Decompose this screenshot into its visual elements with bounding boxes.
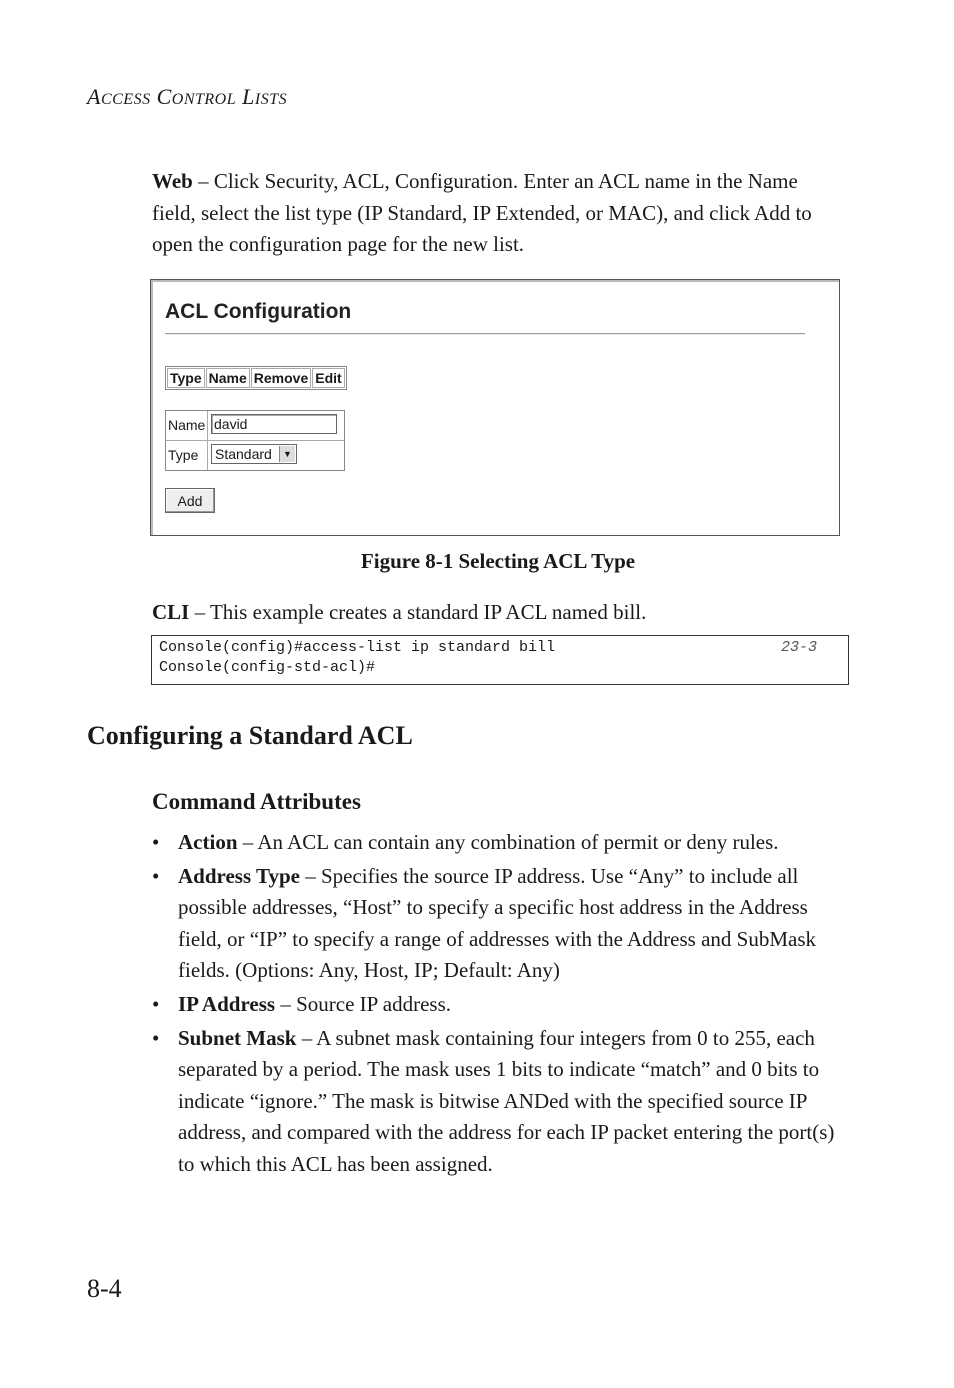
acl-list-table [165, 366, 347, 390]
cli-instructions [152, 597, 842, 629]
section-title: Configuring a Standard ACL [87, 721, 413, 750]
column-type: Type [167, 368, 205, 388]
list-item [152, 1023, 852, 1181]
code-line-2: Console(config-std-acl)# [159, 659, 376, 676]
code-reference: 23-3 [781, 639, 818, 656]
bullet-marker: • [152, 1025, 160, 1050]
acl-form [165, 410, 345, 471]
definition: – Source IP address. [275, 991, 452, 1016]
type-select[interactable] [211, 444, 297, 464]
term: Subnet Mask [178, 1025, 297, 1050]
type-row [166, 441, 344, 470]
bullet-marker: • [152, 991, 160, 1016]
definition: – An ACL can contain any combination of permit or deny rules. [237, 830, 779, 854]
web-instructions [152, 166, 842, 261]
column-edit: Edit [312, 368, 344, 388]
web-text: – Click Security, ACL, Configuration. Enter an ACL name in the Name field, select the list type (IP Standard, IP Extended, or MAC), and click Add to open the configuration page for the new list. [152, 169, 812, 256]
term: Action [178, 830, 238, 854]
figure-caption: Figure 8-1 Selecting ACL Type [360, 549, 636, 573]
bullet-marker: • [152, 830, 160, 854]
type-select-value: Standard [215, 446, 272, 462]
subsection-title: Command Attributes [152, 789, 361, 814]
column-remove: Remove [251, 368, 311, 388]
code-example [151, 635, 849, 685]
acl-configuration-screenshot [150, 279, 840, 536]
list-item [152, 827, 852, 859]
cli-label: CLI [152, 600, 190, 624]
code-line-1: Console(config)#access-list ip standard bill [159, 639, 556, 656]
add-button[interactable]: Add [165, 488, 215, 513]
figure-title: ACL Configuration [165, 300, 352, 323]
page-number: 8-4 [87, 1274, 122, 1303]
type-label: Type [168, 447, 199, 463]
web-label: Web [152, 169, 193, 193]
definition: – A subnet mask containing four integers from 0 to 255, each separated by a period. The mask uses 1 bits to indicate “match” and 0 bits to indicate “ignore.” The mask is bitwise ANDed with the specified source IP address, and compared with the address for each IP packet entering the port(s) to which this ACL has been assigned. [178, 1025, 835, 1176]
column-name: Name [206, 368, 250, 388]
definition: – Specifies the source IP address. Use “Any” to include all possible addresses, “Host” to specify a specific host address in the Address field, or “IP” to specify a range of addresses with the Address and SubMask fields. (Options: Any, Host, IP; Default: Any) [178, 863, 817, 983]
title-divider [165, 333, 805, 335]
name-label: Name [168, 417, 206, 433]
name-row [166, 411, 344, 441]
term: Address Type [178, 863, 300, 888]
list-item [152, 861, 852, 987]
list-item [152, 989, 852, 1021]
bullet-marker: • [152, 863, 160, 888]
term: IP Address [178, 991, 276, 1016]
cli-text: – This example creates a standard IP ACL named bill. [189, 600, 647, 624]
name-input[interactable]: david [211, 414, 337, 434]
running-header: ACCESS CONTROL LISTS [87, 84, 288, 109]
attribute-list [152, 827, 852, 1183]
chevron-down-icon[interactable]: ▼ [279, 446, 295, 462]
